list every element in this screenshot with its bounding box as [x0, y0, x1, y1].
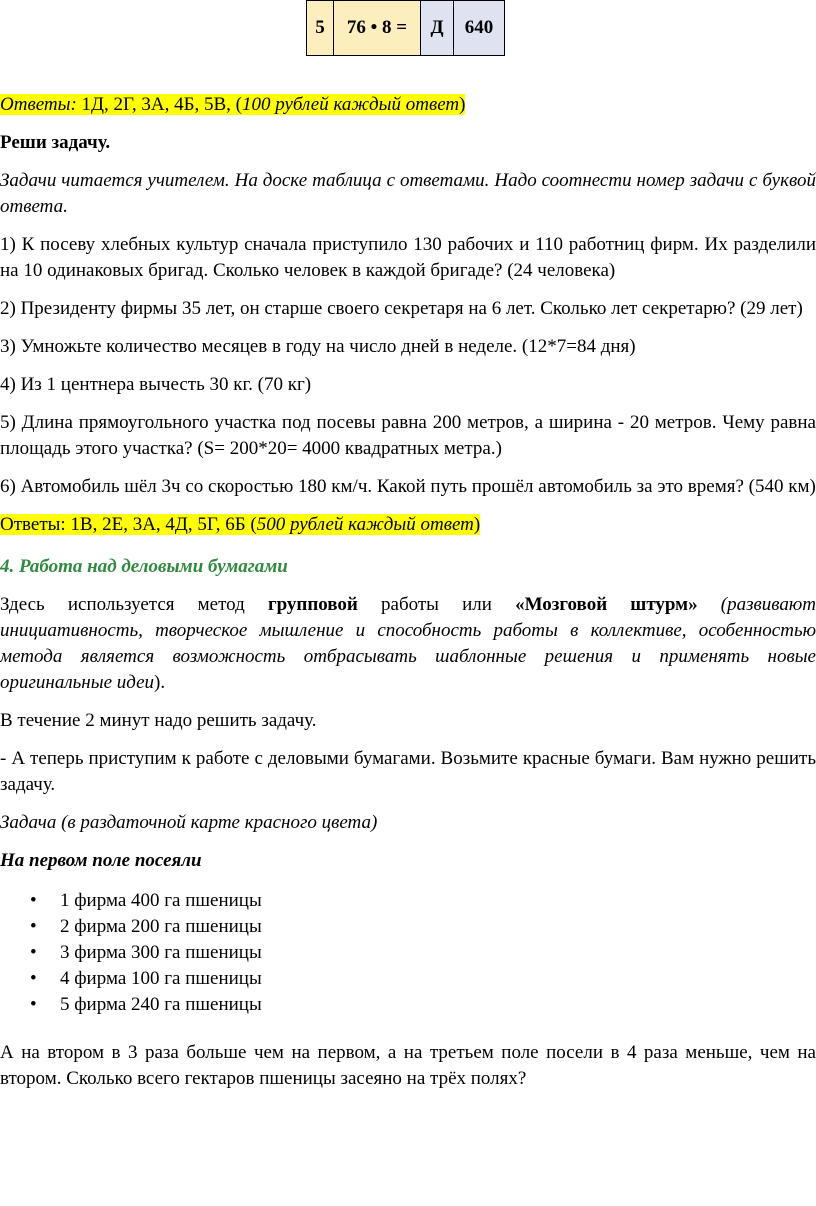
list-item: • 2 фирма 200 га пшеницы — [60, 914, 816, 940]
task-number-cell: 5 — [307, 1, 334, 56]
problem-5: 5) Длина прямоугольного участка под посевы равна 200 метров, а ширина - 20 метров. Чему равна площадь этого участка? (S= 200*20= 4000 квадратных метра.) — [0, 412, 816, 459]
bullet-icon: • — [30, 916, 37, 937]
problem-6: 6) Автомобиль шёл 3ч со скоростью 180 км/ч. Какой путь прошёл автомобиль за это время? (540 км) — [0, 476, 816, 497]
bullet-icon: • — [30, 994, 37, 1015]
answer-value-cell: 640 — [454, 1, 505, 56]
bullet-icon: • — [30, 890, 37, 911]
section-4-heading: 4. Работа над деловыми бумагами — [0, 556, 288, 577]
problem-1: 1) К посеву хлебных культур сначала приступило 130 рабочих и 110 работниц фирм. Их разделили на 10 одинаковых бригад. Сколько человек в каждой бригаде? (24 человека) — [0, 234, 816, 281]
answer-letter-cell: Д — [421, 1, 454, 56]
two-minutes-note: В течение 2 минут надо решить задачу. — [0, 710, 317, 731]
document-body — [0, 92, 816, 1104]
task-heading: Реши задачу. — [0, 132, 111, 153]
answer-table-row — [307, 1, 505, 56]
card-note: Задача (в раздаточной карте красного цвета) — [0, 812, 378, 833]
problem-4: 4) Из 1 центнера вычесть 30 кг. (70 кг) — [0, 374, 312, 395]
list-item: • 1 фирма 400 га пшеницы — [60, 888, 816, 914]
problem-2: 2) Президенту фирмы 35 лет, он старше своего секретаря на 6 лет. Сколько лет секретарю? (29 лет) — [0, 298, 803, 319]
bullet-icon: • — [30, 968, 37, 989]
answers-line-2: Ответы: 1В, 2Е, 3А, 4Д, 5Г, 6Б (500 рублей каждый ответ) — [0, 514, 481, 535]
task-intro: Задачи читается учителем. На доске таблица с ответами. Надо соотнести номер задачи с буквой ответа. — [0, 170, 816, 217]
expression-cell: 76 • 8 = — [334, 1, 421, 56]
list-item: • 3 фирма 300 га пшеницы — [60, 940, 816, 966]
final-problem: А на втором в 3 раза больше чем на первом, а на третьем поле посели в 4 раза меньше, чем на втором. Сколько всего гектаров пшеницы засеяно на трёх полях? — [0, 1042, 816, 1089]
bullet-icon: • — [30, 942, 37, 963]
answer-table — [306, 0, 505, 56]
list-item: • 5 фирма 240 га пшеницы — [60, 992, 816, 1018]
problem-3: 3) Умножьте количество месяцев в году на число дней в неделе. (12*7=84 дня) — [0, 336, 636, 357]
list-item: • 4 фирма 100 га пшеницы — [60, 966, 816, 992]
answers-line-1: Ответы: 1Д, 2Г, 3А, 4Б, 5В, (100 рублей каждый ответ) — [0, 94, 466, 115]
field-1-heading: На первом поле посеяли — [0, 850, 202, 871]
firms-list — [0, 888, 816, 1018]
teacher-instruction: - А теперь приступим к работе с деловыми бумагами. Возьмите красные бумаги. Вам нужно решить задачу. — [0, 748, 816, 795]
method-description: Здесь используется метод групповой работы или «Мозговой штурм» (развивают инициативность, творческое мышление и способность работы в коллективе, особенностью метода является возможность отбрасывать шаблонные решения и применять новые оригинальные идеи). — [0, 594, 816, 693]
